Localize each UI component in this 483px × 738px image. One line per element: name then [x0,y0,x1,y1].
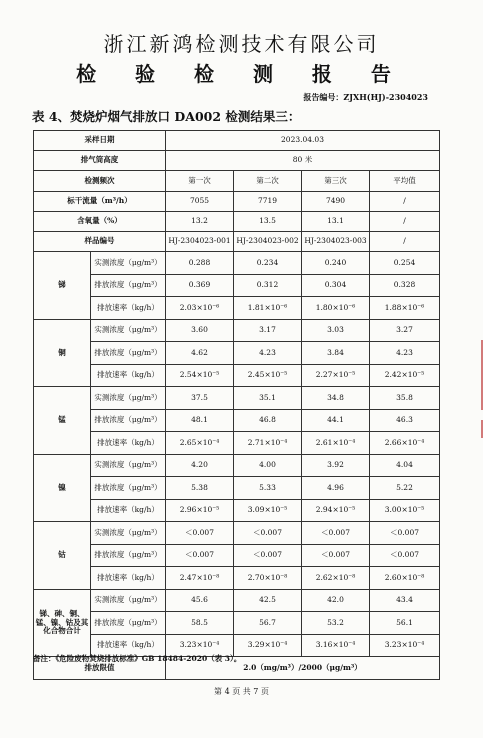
value-cell: ＜0.007 [370,522,440,545]
value-cell: 44.1 [302,409,370,432]
row-flow [34,191,440,211]
metric-label-measured-conc: 实测浓度（μg/m³） [91,454,166,477]
label-limit: 排放限值 [34,657,166,680]
value-cell: 4.62 [166,342,234,365]
value-cell: 5.33 [234,477,302,500]
value-cell: 2.71×10⁻⁴ [234,432,302,455]
value-cell: 56.7 [234,612,302,635]
value-cell: 58.5 [166,612,234,635]
value-cell: 0.288 [166,252,234,275]
oxygen-1: 13.2 [166,211,234,231]
results-table [33,130,440,680]
value-limit: 2.0（mg/m³）/2000（μg/m³） [166,657,440,680]
value-cell: 2.70×10⁻⁸ [234,567,302,590]
metric-label-measured-conc: 实测浓度（μg/m³） [91,319,166,342]
table-row [34,589,440,612]
metric-label-emission-rate: 排放速率（kg/h） [91,567,166,590]
table-row [34,544,440,567]
value-cell: 48.1 [166,409,234,432]
table-row [34,409,440,432]
table-row [34,454,440,477]
sample-3: HJ-2304023-003 [302,231,370,251]
value-cell: 35.1 [234,387,302,410]
value-cell: 5.38 [166,477,234,500]
label-sample-id: 样品编号 [34,231,166,251]
metric-label-measured-conc: 实测浓度（μg/m³） [91,387,166,410]
metric-label-measured-conc: 实测浓度（μg/m³） [91,522,166,545]
value-cell: 3.60 [166,319,234,342]
value-stack-height: 80 米 [166,151,440,171]
value-cell: ＜0.007 [370,544,440,567]
value-cell: 0.234 [234,252,302,275]
table-row [34,499,440,522]
value-cell: 1.81×10⁻⁶ [234,297,302,320]
sample-2: HJ-2304023-002 [234,231,302,251]
value-cell: 0.312 [234,274,302,297]
value-cell: 3.00×10⁻⁵ [370,499,440,522]
value-cell: 2.54×10⁻⁵ [166,364,234,387]
row-sampling-date [34,131,440,151]
value-cell: 3.16×10⁻⁴ [302,634,370,657]
company-name: 浙江新鸿检测技术有限公司 [103,32,380,56]
value-sampling-date: 2023.04.03 [166,131,440,151]
value-cell: 2.65×10⁻⁴ [166,432,234,455]
sample-1: HJ-2304023-001 [166,231,234,251]
value-cell: 4.96 [302,477,370,500]
table-row [34,522,440,545]
metric-label-emission-conc: 排放浓度（μg/m³） [91,544,166,567]
metric-label-emission-rate: 排放速率（kg/h） [91,297,166,320]
value-cell: 2.61×10⁻⁴ [302,432,370,455]
label-oxygen: 含氧量（%） [34,211,166,231]
value-cell: 3.23×10⁻⁴ [166,634,234,657]
label-stack-height: 排气筒高度 [34,151,166,171]
label-frequency: 检测频次 [34,171,166,191]
oxygen-avg: / [370,211,440,231]
metric-label-measured-conc: 实测浓度（μg/m³） [91,589,166,612]
value-cell: 4.23 [234,342,302,365]
value-cell: 1.88×10⁻⁶ [370,297,440,320]
value-cell: 3.09×10⁻⁵ [234,499,302,522]
label-sampling-date: 采样日期 [34,131,166,151]
row-frequency [34,171,440,191]
flow-2: 7719 [234,191,302,211]
value-cell: 2.62×10⁻⁸ [302,567,370,590]
report-number: 报告编号：ZJXH(HJ)-2304023 [303,92,428,102]
table-row [34,252,440,275]
value-cell: 1.80×10⁻⁶ [302,297,370,320]
value-cell: 2.27×10⁻⁵ [302,364,370,387]
value-cell: 53.2 [302,612,370,635]
row-stack-height [34,151,440,171]
metric-label-emission-rate: 排放速率（kg/h） [91,364,166,387]
freq-2: 第二次 [234,171,302,191]
value-cell: 2.03×10⁻⁶ [166,297,234,320]
group-name: 锑 [34,252,91,320]
value-cell: 2.66×10⁻⁴ [370,432,440,455]
value-cell: 3.17 [234,319,302,342]
value-cell: 46.8 [234,409,302,432]
group-name: 铜 [34,319,91,387]
metric-label-emission-conc: 排放浓度（μg/m³） [91,409,166,432]
row-sample-id [34,231,440,251]
group-name: 锰 [34,387,91,455]
table-row [34,477,440,500]
table-row [34,387,440,410]
note: 备注：《危险废物焚烧排放标准》GB 18484-2020（表 3）。 [33,654,242,663]
value-cell: 0.369 [166,274,234,297]
value-cell: 0.240 [302,252,370,275]
oxygen-3: 13.1 [302,211,370,231]
value-cell: 42.5 [234,589,302,612]
value-cell: 42.0 [302,589,370,612]
value-cell: 4.04 [370,454,440,477]
value-cell: 0.328 [370,274,440,297]
value-cell: 4.00 [234,454,302,477]
table-row [34,364,440,387]
value-cell: 3.27 [370,319,440,342]
flow-1: 7055 [166,191,234,211]
value-cell: 4.20 [166,454,234,477]
value-cell: 5.22 [370,477,440,500]
table-row [34,274,440,297]
value-cell: 2.45×10⁻⁵ [234,364,302,387]
metric-label-emission-rate: 排放速率（kg/h） [91,634,166,657]
metric-label-emission-rate: 排放速率（kg/h） [91,499,166,522]
document-title: 检 验 检 测 报 告 [76,62,407,86]
metric-label-emission-conc: 排放浓度（μg/m³） [91,477,166,500]
table-row [34,319,440,342]
group-name: 钴 [34,522,91,590]
metric-label-emission-conc: 排放浓度（μg/m³） [91,274,166,297]
group-name: 锑、砷、铜、锰、镍、钴及其化合物合计 [34,589,91,657]
value-cell: 0.254 [370,252,440,275]
table-row [34,432,440,455]
value-cell: 2.42×10⁻⁵ [370,364,440,387]
freq-1: 第一次 [166,171,234,191]
value-cell: 3.03 [302,319,370,342]
value-cell: 0.304 [302,274,370,297]
value-cell: 46.3 [370,409,440,432]
metric-label-emission-rate: 排放速率（kg/h） [91,432,166,455]
value-cell: 3.29×10⁻⁴ [234,634,302,657]
table-row [34,297,440,320]
freq-avg: 平均值 [370,171,440,191]
value-cell: 3.23×10⁻⁴ [370,634,440,657]
table-row [34,612,440,635]
value-cell: ＜0.007 [302,522,370,545]
value-cell: 2.60×10⁻⁸ [370,567,440,590]
group-name: 镍 [34,454,91,522]
oxygen-2: 13.5 [234,211,302,231]
value-cell: 3.84 [302,342,370,365]
value-cell: 2.96×10⁻⁵ [166,499,234,522]
row-oxygen [34,211,440,231]
value-cell: ＜0.007 [166,544,234,567]
value-cell: 3.92 [302,454,370,477]
value-cell: 35.8 [370,387,440,410]
sample-avg: / [370,231,440,251]
value-cell: 2.47×10⁻⁸ [166,567,234,590]
value-cell: 43.4 [370,589,440,612]
value-cell: 45.6 [166,589,234,612]
label-flow: 标干流量（m³/h） [34,191,166,211]
metric-label-emission-conc: 排放浓度（μg/m³） [91,342,166,365]
value-cell: 2.94×10⁻⁵ [302,499,370,522]
value-cell: 37.5 [166,387,234,410]
value-cell: ＜0.007 [234,544,302,567]
flow-3: 7490 [302,191,370,211]
freq-3: 第三次 [302,171,370,191]
value-cell: ＜0.007 [166,522,234,545]
page-number: 第 4 页 共 7 页 [214,687,269,696]
value-cell: 4.23 [370,342,440,365]
value-cell: 34.8 [302,387,370,410]
value-cell: 56.1 [370,612,440,635]
table-title: 表 4、焚烧炉烟气排放口 DA002 检测结果三： [32,109,301,124]
table-row [34,342,440,365]
metric-label-emission-conc: 排放浓度（μg/m³） [91,612,166,635]
flow-avg: / [370,191,440,211]
value-cell: ＜0.007 [234,522,302,545]
table-row [34,567,440,590]
metric-label-measured-conc: 实测浓度（μg/m³） [91,252,166,275]
value-cell: ＜0.007 [302,544,370,567]
